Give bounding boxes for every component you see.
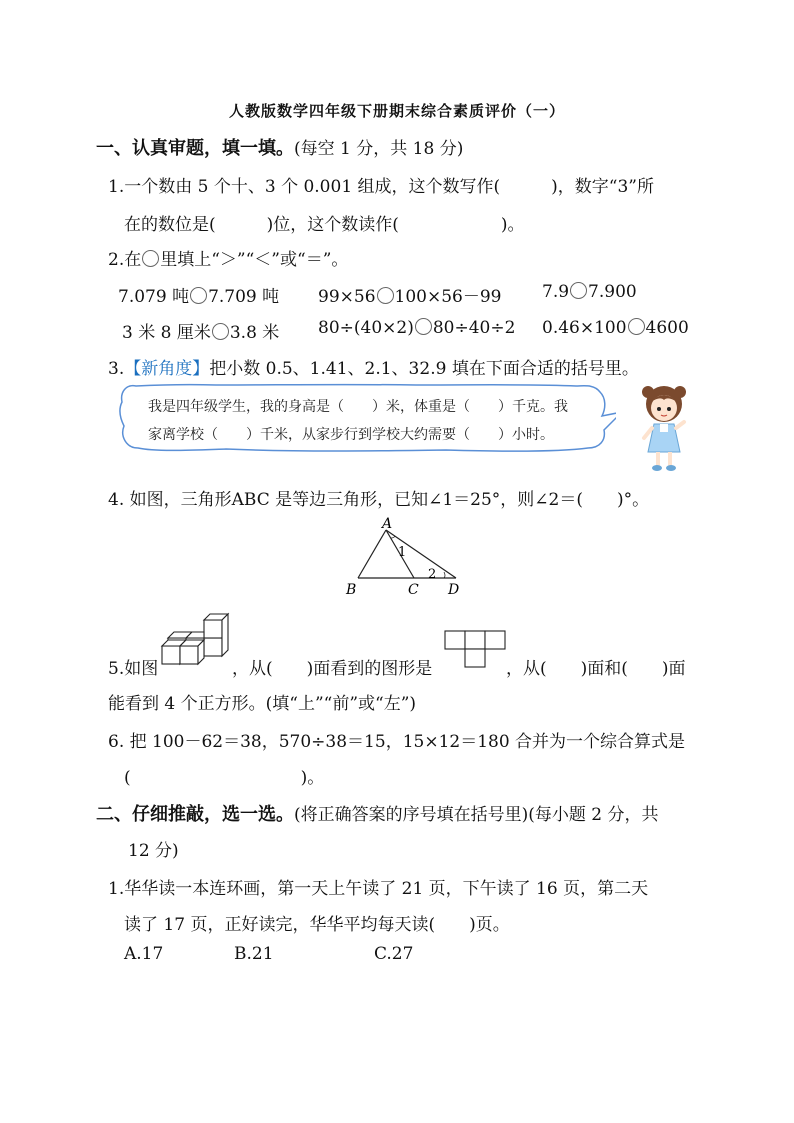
q6-line2: ( )。	[124, 768, 325, 788]
section1-score-note: (每空 1 分，共 18 分)	[294, 139, 464, 159]
new-angle-tag: 【新角度】	[124, 359, 210, 379]
compare-left: 99×56	[318, 287, 376, 307]
compare-right: 7.709 吨	[208, 287, 280, 307]
section1-heading-text: 一、认真审题，填一填。	[96, 138, 294, 159]
s2-q1-line2: 读了 17 页，正好读完，华华平均每天读( )页。	[124, 915, 510, 935]
compare-circle-icon[interactable]	[415, 318, 432, 335]
compare-circle-icon[interactable]	[377, 287, 394, 304]
label-c: C	[408, 582, 419, 598]
section2-score-note: (将正确答案的序号填在括号里)(每小题 2 分，共	[294, 805, 659, 825]
compare-item-1	[118, 282, 279, 307]
compare-circle-icon[interactable]	[628, 318, 645, 335]
q1-line2: 在的数位是( )位，这个数读作( )。	[124, 215, 525, 235]
q2-prefix: 2.在	[108, 250, 142, 270]
option-c[interactable]: C.27	[374, 944, 414, 964]
compare-circle-icon[interactable]	[212, 323, 229, 340]
view-shape-figure	[444, 630, 506, 670]
label-a: A	[382, 516, 393, 532]
compare-item-5	[318, 318, 515, 338]
q2-instruction	[108, 245, 348, 270]
compare-item-3	[542, 282, 637, 302]
angle-2-label: 2	[428, 567, 437, 582]
q6-line1: 6. 把 100－62＝38，570÷38＝15，15×12＝180 合并为一个综合算式是	[108, 732, 686, 752]
speech-bubble	[116, 382, 616, 454]
compare-left: 0.46×100	[542, 318, 627, 338]
girl-illustration-icon	[638, 380, 690, 472]
triangle-figure	[340, 516, 470, 602]
label-b: B	[346, 582, 357, 598]
compare-circle-icon[interactable]	[190, 287, 207, 304]
q5-part2: ，从( )面看到的图形是	[232, 659, 433, 679]
compare-left: 7.079 吨	[118, 287, 190, 307]
section1-heading	[96, 134, 463, 160]
section2-heading	[96, 800, 659, 826]
compare-left: 3 米 8 厘米	[122, 323, 211, 343]
compare-circle-icon	[142, 250, 159, 267]
compare-right: 4600	[645, 318, 689, 338]
compare-right: 80÷40÷2	[432, 318, 516, 338]
q5-line2: 能看到 4 个正方形。(填“上”“前”或“左”)	[108, 694, 417, 714]
option-b[interactable]: B.21	[234, 944, 274, 964]
bubble-line1: 我是四年级学生，我的身高是（ ）米，体重是（ ）千克。我	[148, 399, 568, 415]
q3-text: 把小数 0.5、1.41、2.1、32.9 填在下面合适的括号里。	[209, 359, 639, 379]
section2-score-note2: 12 分)	[128, 841, 179, 861]
q3-number: 3.	[108, 359, 125, 379]
option-a[interactable]: A.17	[124, 944, 164, 964]
compare-right: 100×56－99	[394, 287, 502, 307]
q5-part3: ，从( )面和( )面	[506, 659, 686, 679]
compare-circle-icon[interactable]	[570, 282, 587, 299]
compare-item-6	[542, 318, 689, 338]
q5-part1: 5.如图	[108, 659, 159, 679]
q2-suffix: 里填上“＞”“＜”或“＝”。	[160, 250, 349, 270]
q3-question	[108, 354, 639, 379]
q4-question: 4. 如图，三角形ABC 是等边三角形，已知∠1＝25°，则∠2＝( )°。	[108, 490, 650, 510]
section2-heading-text: 二、仔细推敲，选一选。	[96, 804, 294, 825]
compare-left: 80÷(40×2)	[318, 318, 414, 338]
compare-left: 7.9	[542, 282, 570, 302]
compare-right: 7.900	[588, 282, 637, 302]
compare-item-4	[122, 318, 279, 343]
s2-q1-line1: 1.华华读一本连环画，第一天上午读了 21 页，下午读了 16 页，第二天	[108, 879, 649, 899]
compare-item-2	[318, 282, 501, 307]
q1-line1: 1.一个数由 5 个十、3 个 0.001 组成，这个数写作( )，数字“3”所	[108, 177, 654, 197]
label-d: D	[448, 582, 460, 598]
bubble-line2: 家离学校（ ）千米，从家步行到学校大约需要（ ）小时。	[148, 427, 554, 443]
page-title: 人教版数学四年级下册期末综合素质评价（一）	[228, 102, 565, 120]
angle-1-label: 1	[398, 545, 407, 560]
compare-right: 3.8 米	[229, 323, 280, 343]
cube-stack-figure	[158, 606, 232, 670]
